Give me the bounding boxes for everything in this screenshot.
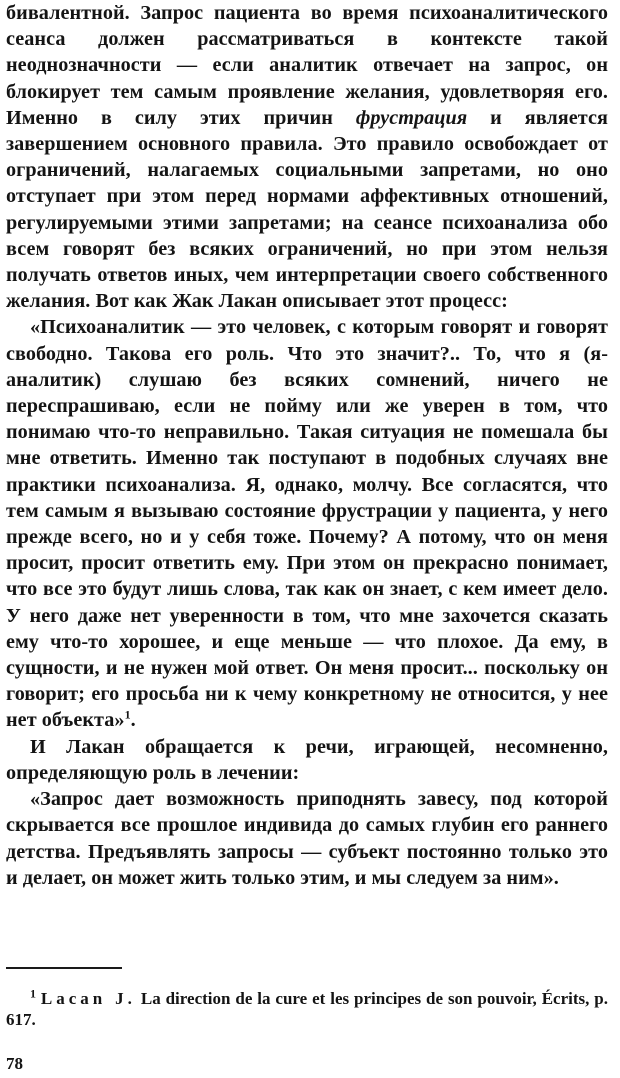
paragraph-3-text: И Лакан обращается к речи, играющей, несомненно, определяющую роль в лечении: <box>6 735 608 784</box>
paragraph-2-end: . <box>130 709 136 732</box>
paragraph-1-text-a: бивалентной. Запрос пациента во время психоаналитического сеанса должен рассматриваться в контексте такой неоднозначности — если аналитик отвечает на запрос, он блокирует тем самым проявление желания, удовлетворяя его. Именно в силу этих причин <box>6 2 608 129</box>
body-text <box>6 0 608 891</box>
paragraph-4-quote <box>6 786 608 891</box>
footnote <box>6 988 608 1030</box>
paragraph-2-quote <box>6 314 608 733</box>
footnote-marker: 1 <box>30 986 36 1001</box>
page-number: 78 <box>6 1054 23 1073</box>
paragraph-3 <box>6 734 608 786</box>
emphasis-frustration: фрустрация <box>355 106 468 129</box>
paragraph-4-text: «Запрос дает возможность приподнять завесу, под которой скрывается все прошлое индивида до самых глубин его раннего детства. Предъявлять запросы — субъект постоянно только это и делает, он может жить только этим, и мы следуем за ним». <box>6 788 608 889</box>
footnote-author: Lacan J. <box>40 989 136 1008</box>
paragraph-1-text-b: и является завершением основного правила. Это правило освобождает от ограничений, налагаемых социальными запретами, но оно отступает при этом перед нормами аффективных отношений, регулируемыми этими запретами; на сеансе психоанализа обо всем говорят без всяких ограничений, но при этом нельзя получать ответов иных, чем интерпретации своего собственного желания. Вот как Жак Лакан описывает этот процесс: <box>6 106 608 313</box>
paragraph-2-text: «Психоаналитик — это человек, с которым говорят и говорят свободно. Такова его роль. Что это значит?.. То, что я (я-аналитик) слушаю без всяких сомнений, ничего не переспрашиваю, если не пойму или же уверен в том, что понимаю что-то неправильно. Такая ситуация не помешала бы мне ответить. Именно так поступают в подобных случаях вне практики психоанализа. Я, однако, молчу. Все согласятся, что тем самым я вызываю состояние фрустрации у пациента, у него прежде всего, но и у себя тоже. Почему? А потому, что он меня просит, просит ответить ему. При этом он прекрасно понимает, что все это будут лишь слова, так как он знает, с кем имеет дело. У него даже нет уверенности в том, что мне захочется сказать ему что-то хорошее, и еще меньше — что плохое. Да ему, в сущности, и не нужен мой ответ. Он меня просит... поскольку он говорит; его просьба ни к чему конкретному не относится, у нее нет объекта» <box>6 316 608 732</box>
footnote-reference: 1 <box>124 707 131 722</box>
footnote-text: La direction de la cure et les principes de son pouvoir, Écrits, p. 617. <box>6 989 609 1029</box>
footnote-divider <box>6 967 122 969</box>
paragraph-1 <box>6 0 608 314</box>
